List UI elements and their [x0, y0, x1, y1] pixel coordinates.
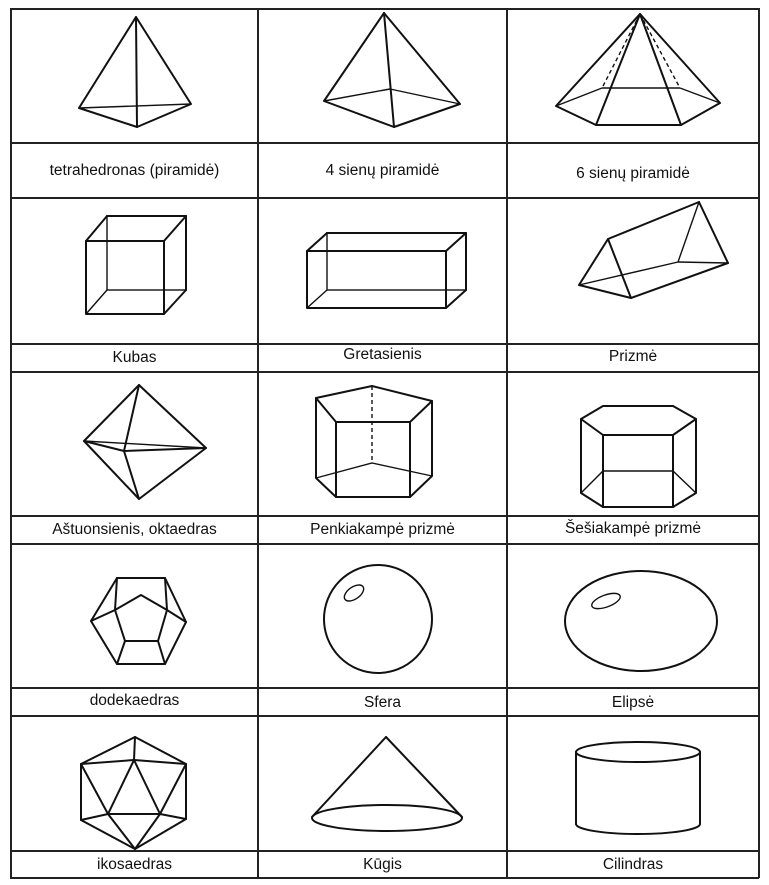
shape-label-octahedron: Aštuonsienis, oktaedras: [52, 521, 217, 538]
shape-label-dodecahedron: dodekaedras: [89, 692, 180, 709]
shape-label-icosahedron: ikosaedras: [97, 856, 172, 873]
shape-label-hexagonal-pyramid: 6 sienų piramidė: [576, 165, 690, 182]
shape-label-ellipsoid: Elipsė: [611, 694, 655, 711]
shape-label-tetrahedron: tetrahedronas (piramidė): [49, 162, 220, 179]
shape-label-hexagonal-prism: Šešiakampė prizmė: [564, 520, 702, 537]
shape-label-triangular-prism: Prizmė: [608, 348, 658, 365]
shape-label-pentagonal-prism: Penkiakampė prizmė: [310, 521, 455, 538]
shape-label-cuboid: Gretasienis: [343, 346, 422, 363]
shape-label-sphere: Sfera: [363, 694, 402, 711]
shape-label-cylinder: Cilindras: [602, 856, 664, 873]
shape-label-square-pyramid: 4 sienų piramidė: [325, 162, 440, 179]
shape-label-cone: Kūgis: [363, 856, 402, 873]
shape-label-cube: Kubas: [112, 349, 157, 366]
